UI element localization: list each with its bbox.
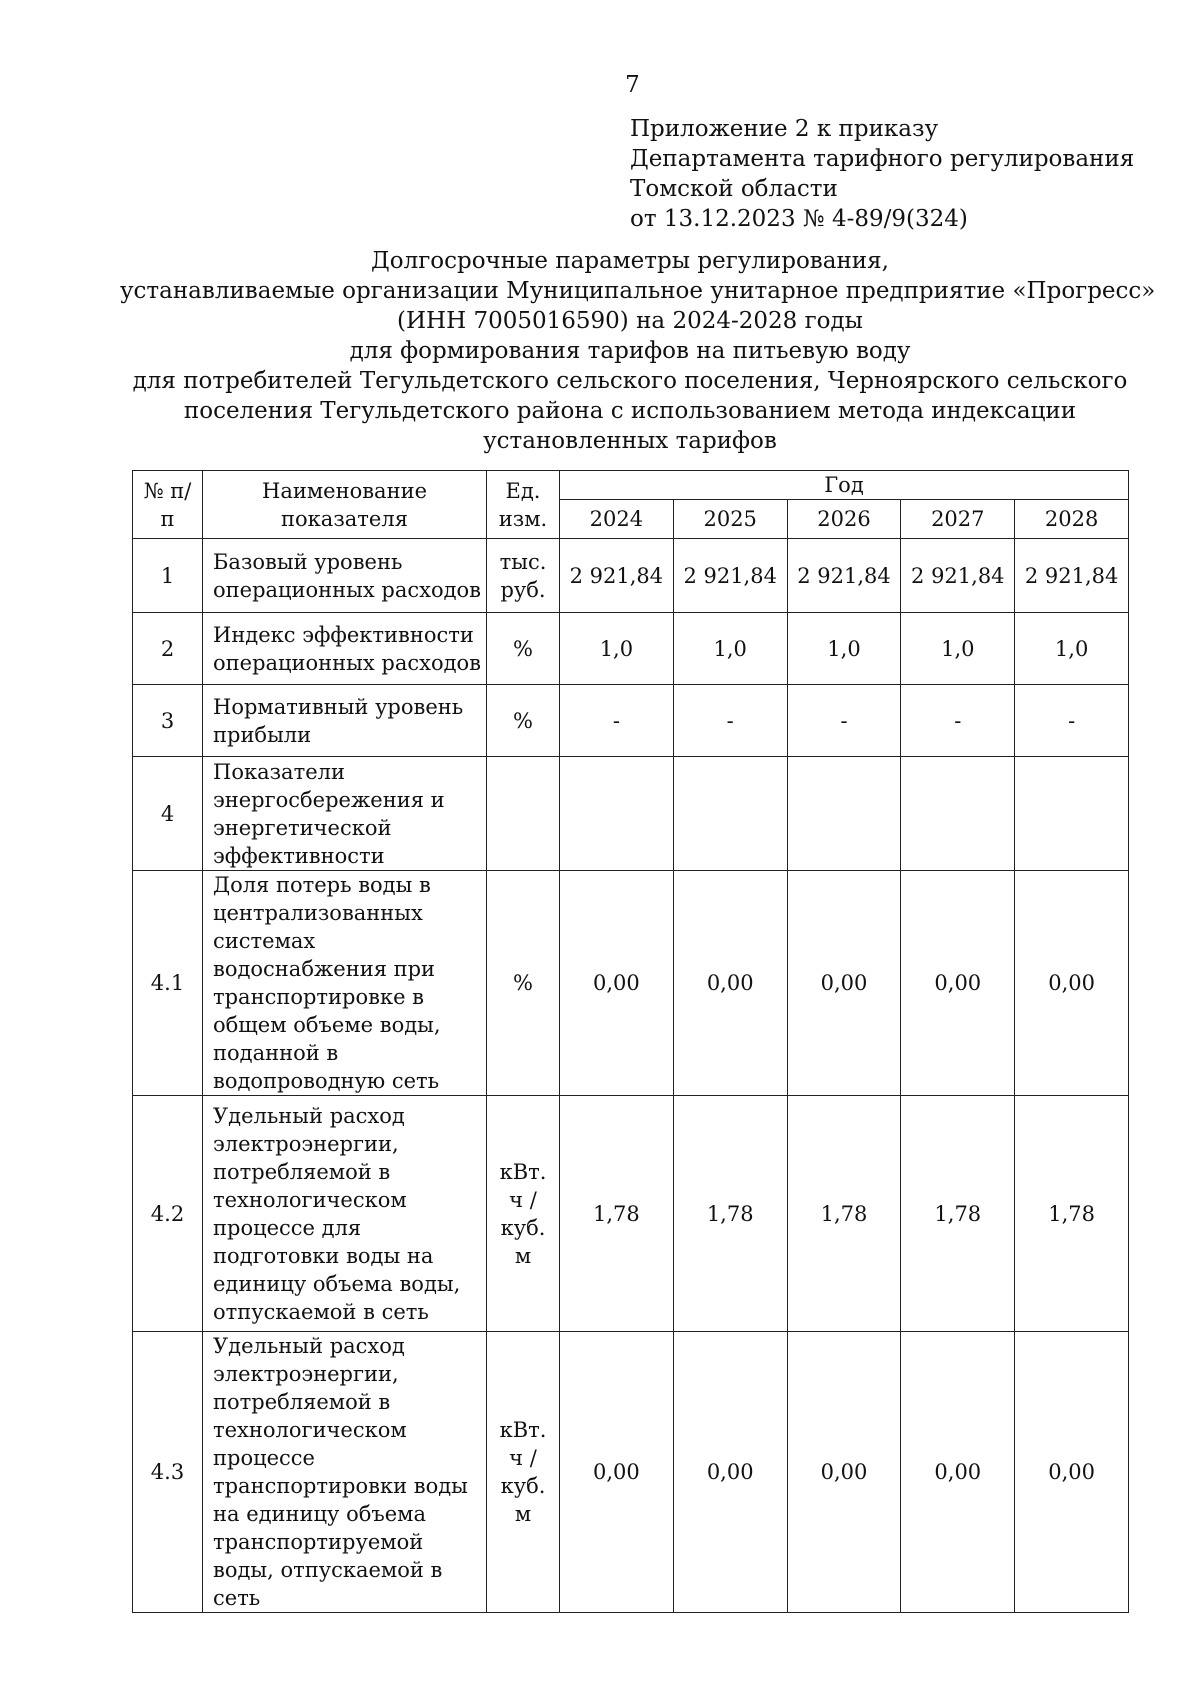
- appendix-block: [630, 114, 1134, 234]
- header-unit: Ед. изм.: [487, 471, 560, 539]
- header-year: 2025: [673, 500, 787, 539]
- title-line: (ИНН 7005016590) на 2024-2028 годы: [397, 308, 863, 334]
- row-num: 4.3: [133, 1332, 203, 1613]
- row-value: 0,00: [560, 1332, 674, 1613]
- appendix-line: Приложение 2 к приказу: [630, 116, 939, 142]
- row-unit: %: [487, 613, 560, 685]
- parameters-table: [132, 470, 1129, 1613]
- row-value: 1,78: [787, 1096, 901, 1332]
- row-value: 0,00: [901, 871, 1015, 1096]
- header-name: Наименование показателя: [203, 471, 487, 539]
- row-value: -: [901, 685, 1015, 757]
- row-value: 0,00: [1015, 1332, 1129, 1613]
- header-year: 2027: [901, 500, 1015, 539]
- row-value: [560, 757, 674, 871]
- title-line: для формирования тарифов на питьевую воду: [349, 338, 911, 364]
- row-value: 0,00: [787, 871, 901, 1096]
- page-number: 7: [625, 72, 640, 98]
- row-num: 4: [133, 757, 203, 871]
- row-unit: %: [487, 871, 560, 1096]
- title-line: устанавливаемые организации Муниципальное унитарное предприятие «Прогресс»: [120, 278, 1156, 304]
- row-value: 0,00: [787, 1332, 901, 1613]
- row-value: 1,78: [1015, 1096, 1129, 1332]
- table-row: [133, 871, 1129, 1096]
- row-value: -: [673, 685, 787, 757]
- title-line: поселения Тегульдетского района с использованием метода индексации: [183, 398, 1077, 424]
- row-value: -: [787, 685, 901, 757]
- row-value: 1,0: [1015, 613, 1129, 685]
- row-value: 0,00: [901, 1332, 1015, 1613]
- row-value: 2 921,84: [1015, 539, 1129, 613]
- header-year: 2028: [1015, 500, 1129, 539]
- title-line: Долгосрочные параметры регулирования,: [371, 248, 889, 274]
- row-value: -: [560, 685, 674, 757]
- header-num: № п/п: [133, 471, 203, 539]
- row-num: 4.2: [133, 1096, 203, 1332]
- header-year: 2026: [787, 500, 901, 539]
- table-row: [133, 539, 1129, 613]
- title-line: установленных тарифов: [483, 428, 777, 454]
- row-value: 1,0: [673, 613, 787, 685]
- row-name: Показатели энергосбережения и энергетической эффективности: [203, 757, 487, 871]
- row-value: [787, 757, 901, 871]
- header-year-group: Год: [560, 471, 1129, 500]
- header-year: 2024: [560, 500, 674, 539]
- row-value: 1,0: [560, 613, 674, 685]
- row-value: 1,0: [901, 613, 1015, 685]
- row-name: Доля потерь воды в централизованных системах водоснабжения при транспортировке в общем объеме воды, поданной в водопроводную сеть: [203, 871, 487, 1096]
- table-row: [133, 613, 1129, 685]
- row-value: 1,78: [901, 1096, 1015, 1332]
- row-value: 2 921,84: [901, 539, 1015, 613]
- row-value: [673, 757, 787, 871]
- row-value: 2 921,84: [560, 539, 674, 613]
- row-name: Удельный расход электроэнергии, потребляемой в технологическом процессе транспортировки воды на единицу объема транспортируемой воды, отпускаемой в сеть: [203, 1332, 487, 1613]
- row-value: 2 921,84: [673, 539, 787, 613]
- appendix-line: от 13.12.2023 № 4-89/9(324): [630, 206, 968, 232]
- row-value: 0,00: [673, 871, 787, 1096]
- row-value: [901, 757, 1015, 871]
- row-name: Нормативный уровень прибыли: [203, 685, 487, 757]
- row-value: -: [1015, 685, 1129, 757]
- row-num: 3: [133, 685, 203, 757]
- row-unit: кВт. ч / куб. м: [487, 1096, 560, 1332]
- row-name: Индекс эффективности операционных расходов: [203, 613, 487, 685]
- appendix-line: Департамента тарифного регулирования: [630, 146, 1135, 172]
- row-value: 1,78: [673, 1096, 787, 1332]
- appendix-line: Томской области: [630, 176, 838, 202]
- row-value: 2 921,84: [787, 539, 901, 613]
- title-line: для потребителей Тегульдетского сельского поселения, Черноярского сельского: [132, 368, 1128, 394]
- row-unit: кВт. ч / куб. м: [487, 1332, 560, 1613]
- row-unit: %: [487, 685, 560, 757]
- row-num: 2: [133, 613, 203, 685]
- row-num: 4.1: [133, 871, 203, 1096]
- row-value: [1015, 757, 1129, 871]
- table-row: [133, 1332, 1129, 1613]
- row-name: Удельный расход электроэнергии, потребляемой в технологическом процессе для подготовки воды на единицу объема воды, отпускаемой в сеть: [203, 1096, 487, 1332]
- row-value: 1,0: [787, 613, 901, 685]
- table-row: [133, 1096, 1129, 1332]
- document-title: [120, 246, 1156, 456]
- row-value: 1,78: [560, 1096, 674, 1332]
- table-row: [133, 685, 1129, 757]
- row-unit: тыс. руб.: [487, 539, 560, 613]
- row-value: 0,00: [673, 1332, 787, 1613]
- row-num: 1: [133, 539, 203, 613]
- table-row: [133, 757, 1129, 871]
- row-unit: [487, 757, 560, 871]
- row-value: 0,00: [560, 871, 674, 1096]
- row-value: 0,00: [1015, 871, 1129, 1096]
- row-name: Базовый уровень операционных расходов: [203, 539, 487, 613]
